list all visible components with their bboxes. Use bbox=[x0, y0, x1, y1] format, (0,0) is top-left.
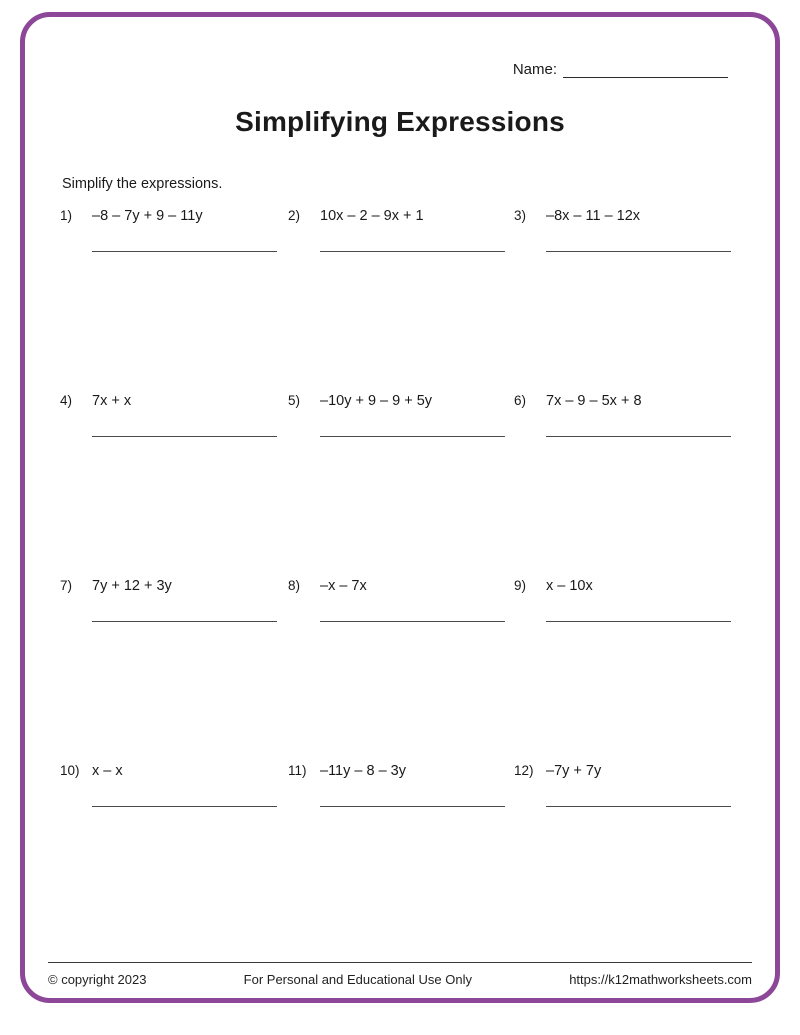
answer-blank-line[interactable] bbox=[320, 621, 505, 622]
name-label: Name: bbox=[512, 61, 557, 78]
footer-copyright: © copyright 2023 bbox=[48, 972, 147, 987]
answer-blank-line[interactable] bbox=[546, 436, 731, 437]
problem-number: 8) bbox=[288, 578, 301, 593]
problem-item bbox=[288, 574, 514, 759]
answer-blank-line[interactable] bbox=[546, 806, 731, 807]
name-blank-line[interactable] bbox=[563, 60, 728, 78]
problem-number: 2) bbox=[288, 208, 301, 223]
problem-number: 11) bbox=[288, 763, 307, 778]
problem-item bbox=[514, 759, 742, 944]
problem-expression: x – x bbox=[92, 763, 123, 779]
problem-item bbox=[60, 759, 288, 944]
problem-number: 9) bbox=[514, 578, 527, 593]
answer-blank-line[interactable] bbox=[92, 436, 277, 437]
footer-usage-text: For Personal and Educational Use Only bbox=[243, 972, 473, 987]
problem-item bbox=[514, 389, 742, 574]
problem-item bbox=[288, 204, 514, 389]
problem-expression: –8x – 11 – 12x bbox=[546, 208, 641, 224]
answer-blank-line[interactable] bbox=[320, 436, 505, 437]
problem-number: 5) bbox=[288, 393, 301, 408]
answer-blank-line[interactable] bbox=[546, 621, 731, 622]
problem-number: 7) bbox=[60, 578, 73, 593]
problem-number: 4) bbox=[60, 393, 73, 408]
problem-number: 3) bbox=[514, 208, 527, 223]
problem-item bbox=[288, 389, 514, 574]
answer-blank-line[interactable] bbox=[92, 806, 277, 807]
problem-expression: 10x – 2 – 9x + 1 bbox=[320, 208, 424, 224]
problem-number: 1) bbox=[60, 208, 73, 223]
problem-item bbox=[514, 204, 742, 389]
answer-blank-line[interactable] bbox=[320, 251, 505, 252]
problem-expression: 7x + x bbox=[92, 393, 132, 409]
problems-grid bbox=[60, 204, 742, 944]
problem-expression: 7y + 12 + 3y bbox=[92, 578, 172, 594]
problem-item bbox=[60, 574, 288, 759]
problem-item bbox=[514, 574, 742, 759]
answer-blank-line[interactable] bbox=[92, 621, 277, 622]
problem-item bbox=[60, 389, 288, 574]
problem-expression: –8 – 7y + 9 – 11y bbox=[92, 208, 203, 224]
problem-expression: –11y – 8 – 3y bbox=[320, 763, 406, 779]
instruction-text: Simplify the expressions. bbox=[62, 176, 223, 192]
page-title: Simplifying Expressions bbox=[235, 106, 565, 137]
problem-number: 12) bbox=[514, 763, 534, 778]
footer bbox=[48, 962, 752, 987]
problem-expression: –7y + 7y bbox=[546, 763, 602, 779]
answer-blank-line[interactable] bbox=[320, 806, 505, 807]
answer-blank-line[interactable] bbox=[92, 251, 277, 252]
answer-blank-line[interactable] bbox=[546, 251, 731, 252]
problem-number: 10) bbox=[60, 763, 80, 778]
name-row bbox=[513, 60, 728, 78]
problem-expression: x – 10x bbox=[546, 578, 593, 594]
problem-expression: –x – 7x bbox=[320, 578, 367, 594]
problem-number: 6) bbox=[514, 393, 527, 408]
problem-expression: 7x – 9 – 5x + 8 bbox=[546, 393, 642, 409]
problem-expression: –10y + 9 – 9 + 5y bbox=[320, 393, 433, 409]
footer-url[interactable]: https://k12mathworksheets.com bbox=[569, 972, 752, 987]
problem-item bbox=[60, 204, 288, 389]
problem-item bbox=[288, 759, 514, 944]
